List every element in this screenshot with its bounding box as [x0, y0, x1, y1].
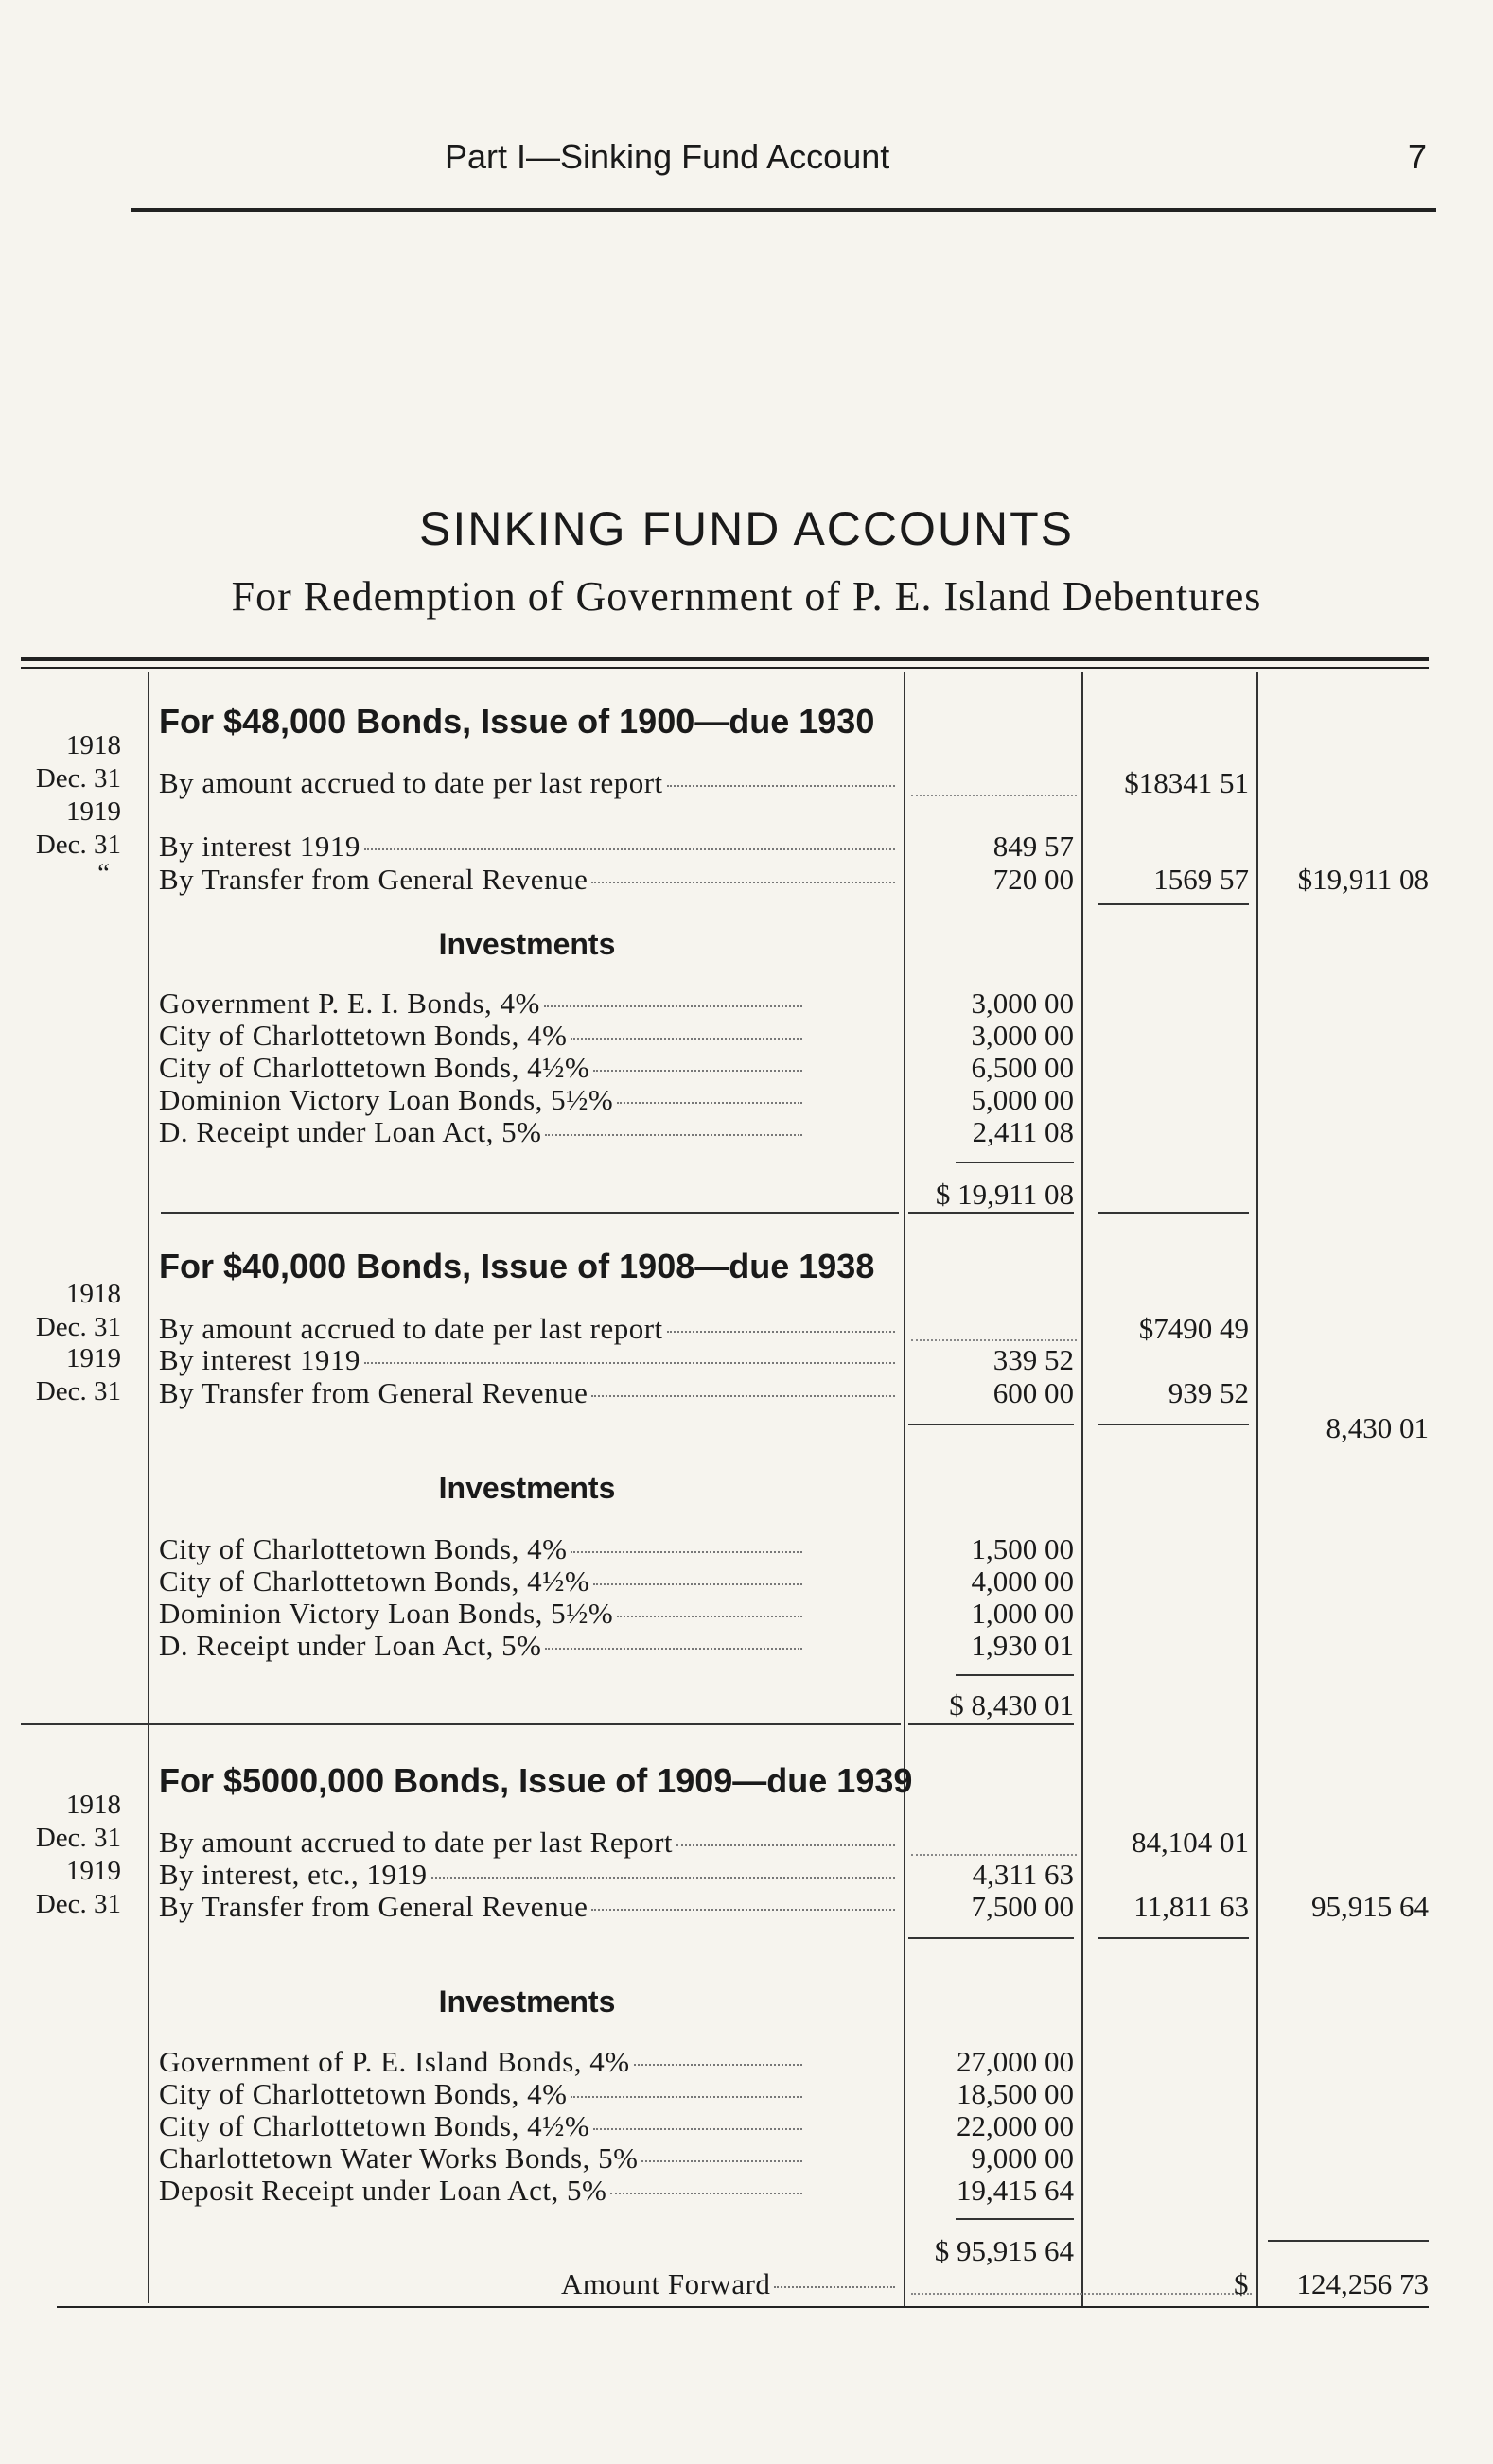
amount-forward-currency: $	[1234, 2267, 1249, 2300]
table-top-rule	[21, 657, 1429, 661]
section-1-date-year2: 1919	[66, 796, 121, 827]
section-1-investments-heading: Investments	[438, 927, 616, 961]
section-2-investment-amount: 1,000 00	[971, 1597, 1074, 1630]
section-3-transfer-amount: 7,500 00	[971, 1890, 1074, 1923]
list-item: By amount accrued to date per last report	[159, 766, 895, 800]
section-1-accrued-amount: $18341 51	[1124, 766, 1249, 799]
section-1-subtotal: 1569 57	[1153, 863, 1249, 896]
section-2-subtotal: 939 52	[1168, 1376, 1249, 1409]
list-item: By interest, etc., 1919	[159, 1858, 895, 1892]
section-3-date-day: Dec. 31	[35, 1823, 121, 1853]
section-1-investments-total: $ 19,911 08	[935, 1178, 1074, 1211]
list-item: City of Charlottetown Bonds, 4%	[159, 2077, 802, 2111]
main-title: SINKING FUND ACCOUNTS	[418, 502, 1075, 555]
amount-forward-row	[159, 2267, 895, 2301]
section-2-accrued-amount: $7490 49	[1138, 1312, 1249, 1345]
section-1-investment-amount: 2,411 08	[972, 1115, 1074, 1148]
section-1-investment-amount: 3,000 00	[971, 987, 1074, 1020]
section-1-date-ditto: “	[97, 858, 110, 888]
section-3-investment-amount: 22,000 00	[957, 2109, 1074, 2142]
list-item: By amount accrued to date per last report	[159, 1312, 895, 1346]
section-3-date-year: 1918	[66, 1790, 121, 1820]
header-rule	[131, 208, 1436, 212]
section-2-investments-total: $ 8,430 01	[949, 1688, 1074, 1721]
column-divider-col2	[904, 672, 905, 2308]
list-item: D. Receipt under Loan Act, 5%	[159, 1115, 802, 1149]
table-top-rule-thin	[21, 667, 1429, 669]
section-3-investment-amount: 19,415 64	[957, 2174, 1074, 2207]
list-item: City of Charlottetown Bonds, 4%	[159, 1019, 802, 1053]
section-2-heading: For $40,000 Bonds, Issue of 1908—due 1938	[159, 1247, 875, 1285]
list-item: City of Charlottetown Bonds, 4½%	[159, 1051, 802, 1085]
list-item: Deposit Receipt under Loan Act, 5%	[159, 2174, 802, 2208]
amount-forward-total: 124,256 73	[1296, 2267, 1429, 2300]
list-item: By Transfer from General Revenue	[159, 1376, 895, 1410]
section-1-date-day: Dec. 31	[35, 763, 121, 794]
list-item: City of Charlottetown Bonds, 4%	[159, 1532, 802, 1566]
section-3-interest-amount: 4,311 63	[972, 1858, 1074, 1891]
list-item: Charlottetown Water Works Bonds, 5%	[159, 2141, 802, 2176]
section-2-investment-amount: 4,000 00	[971, 1564, 1074, 1598]
section-3-subtotal: 11,811 63	[1133, 1890, 1249, 1923]
amount-forward-label: Amount Forward	[561, 2267, 771, 2300]
column-divider-date	[148, 672, 149, 2303]
list-item: By Transfer from General Revenue	[159, 1890, 895, 1924]
list-item: Dominion Victory Loan Bonds, 5½%	[159, 1597, 802, 1631]
list-item: Government P. E. I. Bonds, 4%	[159, 987, 802, 1021]
list-item: Dominion Victory Loan Bonds, 5½%	[159, 1083, 802, 1117]
page-number: 7	[1408, 137, 1428, 176]
section-1-date-day2: Dec. 31	[35, 830, 121, 860]
section-2-date-year: 1918	[66, 1279, 121, 1309]
section-1-transfer-amount: 720 00	[992, 863, 1074, 896]
list-item: By amount accrued to date per last Report	[159, 1826, 895, 1860]
column-divider-col4	[1256, 672, 1258, 2308]
section-3-accrued-amount: 84,104 01	[1132, 1826, 1249, 1859]
section-1-interest-amount: 849 57	[992, 830, 1074, 863]
section-3-date-year2: 1919	[66, 1856, 121, 1886]
section-3-investment-amount: 9,000 00	[971, 2141, 1074, 2175]
section-3-investments-total: $ 95,915 64	[934, 2234, 1074, 2267]
section-2-interest-amount: 339 52	[992, 1343, 1074, 1376]
section-2-date-year2: 1919	[66, 1343, 121, 1373]
section-2-balance: 8,430 01	[1326, 1411, 1429, 1444]
section-2-date-day2: Dec. 31	[35, 1376, 121, 1407]
list-item: By interest 1919	[159, 1343, 895, 1377]
column-divider-col3	[1081, 672, 1083, 2308]
list-item: City of Charlottetown Bonds, 4½%	[159, 2109, 802, 2143]
section-2-investment-amount: 1,930 01	[971, 1629, 1074, 1662]
section-2-transfer-amount: 600 00	[992, 1376, 1074, 1409]
section-3-heading: For $5000,000 Bonds, Issue of 1909—due 1939	[159, 1761, 913, 1800]
section-3-investment-amount: 18,500 00	[957, 2077, 1074, 2110]
section-2-investment-amount: 1,500 00	[971, 1532, 1074, 1565]
running-header-title: Part I—Sinking Fund Account	[445, 137, 890, 176]
list-item: By interest 1919	[159, 830, 895, 864]
section-3-balance: 95,915 64	[1311, 1890, 1429, 1923]
section-3-investment-amount: 27,000 00	[957, 2045, 1074, 2078]
section-1-heading: For $48,000 Bonds, Issue of 1900—due 1930	[159, 702, 875, 741]
section-1-balance: $19,911 08	[1297, 863, 1429, 896]
section-1-investment-amount: 5,000 00	[971, 1083, 1074, 1116]
list-item: Government of P. E. Island Bonds, 4%	[159, 2045, 802, 2079]
subtitle: For Redemption of Government of P. E. Island Debentures	[231, 573, 1262, 620]
section-1-investment-amount: 3,000 00	[971, 1019, 1074, 1052]
list-item: City of Charlottetown Bonds, 4½%	[159, 1564, 802, 1599]
list-item: By Transfer from General Revenue	[159, 863, 895, 897]
section-3-date-day2: Dec. 31	[35, 1889, 121, 1919]
section-1-date-year: 1918	[66, 730, 121, 760]
section-2-investments-heading: Investments	[438, 1471, 616, 1505]
section-3-investments-heading: Investments	[438, 1984, 616, 2018]
footer-rule	[57, 2306, 1429, 2308]
list-item: D. Receipt under Loan Act, 5%	[159, 1629, 802, 1663]
section-1-investment-amount: 6,500 00	[971, 1051, 1074, 1084]
section-2-date-day: Dec. 31	[35, 1312, 121, 1342]
